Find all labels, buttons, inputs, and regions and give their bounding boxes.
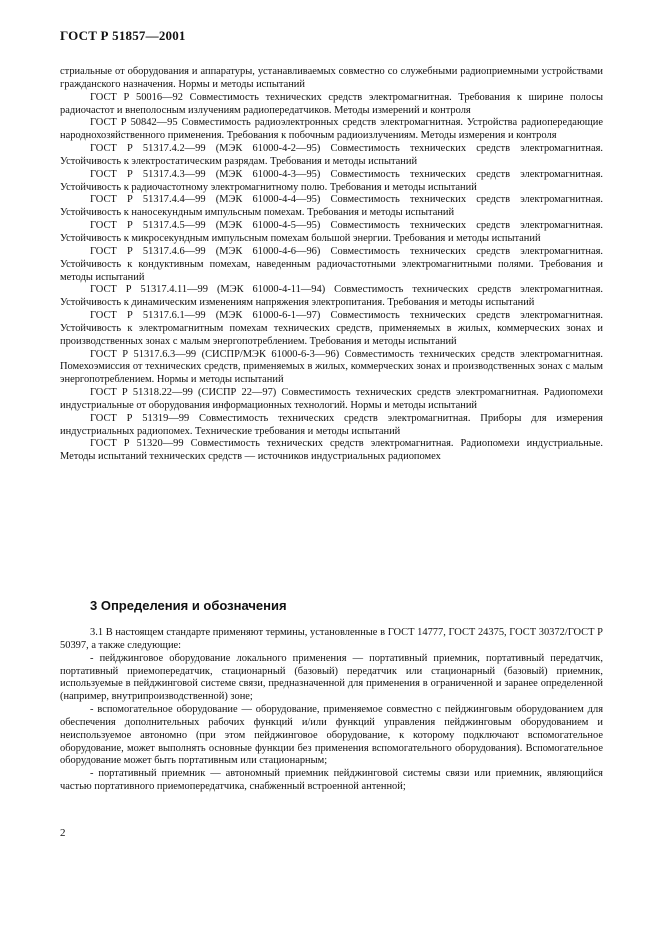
reference-item: ГОСТ Р 51317.4.6—99 (МЭК 61000-4-6—96) Совместимость технических средств электромагнитная. Устойчивость к кондуктивным помехам, наведенным радиочастотными электромагнитными полями. Требования и методы испытаний	[60, 245, 603, 283]
reference-item: ГОСТ Р 51317.6.3—99 (СИСПР/МЭК 61000-6-3—96) Совместимость технических средств электромагнитная. Помехоэмиссия от технических средств, применяемых в жилых, коммерческих зонах и производственных зонах с малым энергопотреблением. Нормы и методы испытаний	[60, 348, 603, 386]
definition-item: - портативный приемник — автономный приемник пейджинговой системы связи или приемник, являющийся частью портативного приемопередатчика, снабженный встроенной антенной;	[60, 768, 603, 793]
reference-item: ГОСТ Р 51320—99 Совместимость технических средств электромагнитная. Радиопомехи индустриальные. Методы испытаний технических средств — источников индустриальных радиопомех	[60, 438, 603, 463]
section-body	[60, 627, 603, 794]
reference-item: ГОСТ Р 51317.4.11—99 (МЭК 61000-4-11—94) Совместимость технических средств электромагнитная. Устойчивость к динамическим изменениям напряжения электропитания. Требования и методы испытаний	[60, 284, 603, 309]
definition-item: - вспомогательное оборудование — оборудование, применяемое совместно с пейджинговым оборудованием для обеспечения дополнительных рабочих функций и/или функций управления пейджинговым оборудованием и неиспользуемое автономно (при этом пейджинговое оборудование, к которому подключают вспомогательное оборудование, может выполнять основные функции без применения вспомогательного оборудования). Вспомогательное оборудование может быть портативным или стационарным;	[60, 704, 603, 767]
reference-item: ГОСТ Р 50842—95 Совместимость радиоэлектронных средств электромагнитная. Устройства радиопередающие народнохозяйственного применения. Требования к побочным радиоизлучениям. Методы измерения и контроля	[60, 117, 603, 142]
section-paragraph: 3.1 В настоящем стандарте применяют термины, установленные в ГОСТ 14777, ГОСТ 24375, ГОСТ 30372/ГОСТ Р 50397, а также следующие:	[60, 627, 603, 651]
reference-item: ГОСТ Р 51317.6.1—99 (МЭК 61000-6-1—97) Совместимость технических средств электромагнитная. Устойчивость к электромагнитным помехам технических средств, применяемых в жилых, коммерческих зонах и производственных зонах с малым энергопотреблением. Требования и методы испытаний	[60, 310, 603, 347]
page-number: 2	[60, 827, 66, 839]
reference-item: ГОСТ Р 50016—92 Совместимость технических средств электромагнитная. Требования к ширине полосы радиочастот и внеполосным излучениям радиопередатчиков. Методы измерений и контроля	[60, 91, 603, 116]
reference-item: ГОСТ Р 51317.4.5—99 (МЭК 61000-4-5—95) Совместимость технических средств электромагнитная. Устойчивость к микросекундным импульсным помехам большой энергии. Требования и методы испытаний	[60, 220, 603, 244]
reference-item: ГОСТ Р 51319—99 Совместимость технических средств электромагнитная. Приборы для измерения индустриальных радиопомех. Технические требования и методы испытаний	[60, 412, 603, 437]
section-heading: 3 Определения и обозначения	[90, 598, 287, 613]
definition-item: - пейджинговое оборудование локального применения — портативный приемник, портативный передатчик, портативный приемопередатчик, стационарный (базовый) передатчик или стационарный (базовый) приемник, используемые в пейджинговой системе связи, предназначенной для применения в ограниченной и заранее определенной (например, внутрипроизводственной) зоне;	[60, 652, 603, 703]
reference-item: ГОСТ Р 51317.4.2—99 (МЭК 61000-4-2—95) Совместимость технических средств электромагнитная. Устойчивость к электростатическим разрядам. Требования и методы испытаний	[60, 143, 603, 167]
reference-item: ГОСТ Р 51318.22—99 (СИСПР 22—97) Совместимость технических средств электромагнитная. Радиопомехи индустриальные от оборудования информационных технологий. Нормы и методы испытаний	[60, 387, 603, 411]
reference-item: ГОСТ Р 51317.4.3—99 (МЭК 61000-4-3—95) Совместимость технических средств электромагнитная. Устойчивость к радиочастотному электромагнитному полю. Требования и методы испытаний	[60, 168, 603, 193]
reference-item: ГОСТ Р 51317.4.4—99 (МЭК 61000-4-4—95) Совместимость технических средств электромагнитная. Устойчивость к наносекундным импульсным помехам. Требования и методы испытаний	[60, 194, 603, 219]
reference-item: стриальные от оборудования и аппаратуры, устанавливаемых совместно со служебными радиоприемными устройствами гражданского назначения. Нормы и методы испытаний	[60, 66, 603, 90]
normative-references	[60, 66, 603, 464]
document-header: ГОСТ Р 51857—2001	[60, 28, 186, 43]
